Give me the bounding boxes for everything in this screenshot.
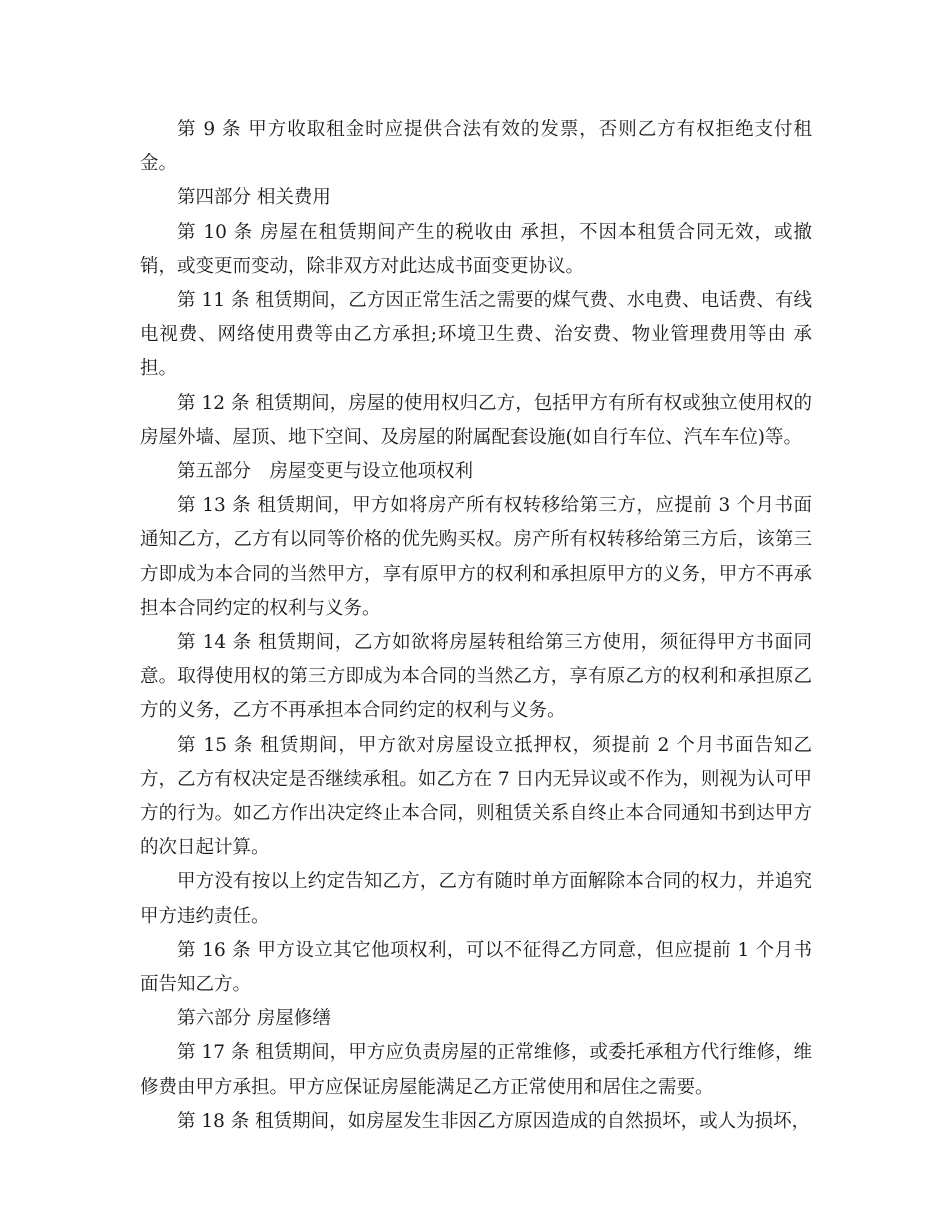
clause-15: 第 15 条 租赁期间，甲方欲对房屋设立抵押权，须提前 2 个月书面告知乙方，乙方有权决定是否继续承租。如乙方在 7 日内无异议或不作为，则视为认可甲方的行为。如乙方作出决定终止本合同，则租赁关系自终止本合同通知书到达甲方的次日起计算。 [140, 734, 812, 859]
clause-18: 第 18 条 租赁期间，如房屋发生非因乙方原因造成的自然损坏，或人为损坏， [177, 1110, 811, 1132]
clause-11: 第 11 条 租赁期间，乙方因正常生活之需要的煤气费、水电费、电话费、有线电视费、网络使用费等由乙方承担;环境卫生费、治安费、物业管理费用等由 承担。 [140, 290, 812, 380]
clause-10: 第 10 条 房屋在租赁期间产生的税收由 承担，不因本租赁合同无效，或撤销，或变更而变动，除非双方对此达成书面变更协议。 [140, 221, 812, 277]
clause-14: 第 14 条 租赁期间，乙方如欲将房屋转租给第三方使用，须征得甲方书面同意。取得使用权的第三方即成为本合同的当然乙方，享有原乙方的权利和承担原乙方的义务，乙方不再承担本合同约定的权利与义务。 [140, 632, 812, 722]
document-body [140, 113, 812, 1139]
clause-9: 第 9 条 甲方收取租金时应提供合法有效的发票，否则乙方有权拒绝支付租金。 [140, 119, 812, 175]
section-heading-4: 第四部分 相关费用 [177, 187, 331, 209]
clause-13: 第 13 条 租赁期间，甲方如将房产所有权转移给第三方，应提前 3 个月书面通知乙方，乙方有以同等价格的优先购买权。房产所有权转移给第三方后，该第三方即成为本合同的当然甲方，享有原甲方的权利和承担原甲方的义务，甲方不再承担本合同约定的权利与义务。 [140, 495, 812, 619]
clause-16: 第 16 条 甲方设立其它他项权利，可以不征得乙方同意，但应提前 1 个月书面告知乙方。 [140, 939, 812, 996]
section-heading-5: 第五部分 房屋变更与设立他项权利 [177, 461, 474, 483]
section-heading-6: 第六部分 房屋修缮 [177, 1008, 331, 1030]
clause-15-supplement: 甲方没有按以上约定告知乙方，乙方有随时单方面解除本合同的权力，并追究甲方违约责任。 [140, 871, 812, 927]
clause-17: 第 17 条 租赁期间，甲方应负责房屋的正常维修，或委托承租方代行维修，维修费由甲方承担。甲方应保证房屋能满足乙方正常使用和居住之需要。 [140, 1042, 812, 1098]
clause-12: 第 12 条 租赁期间，房屋的使用权归乙方，包括甲方有所有权或独立使用权的房屋外墙、屋顶、地下空间、及房屋的附属配套设施(如自行车位、汽车车位)等。 [140, 392, 812, 448]
